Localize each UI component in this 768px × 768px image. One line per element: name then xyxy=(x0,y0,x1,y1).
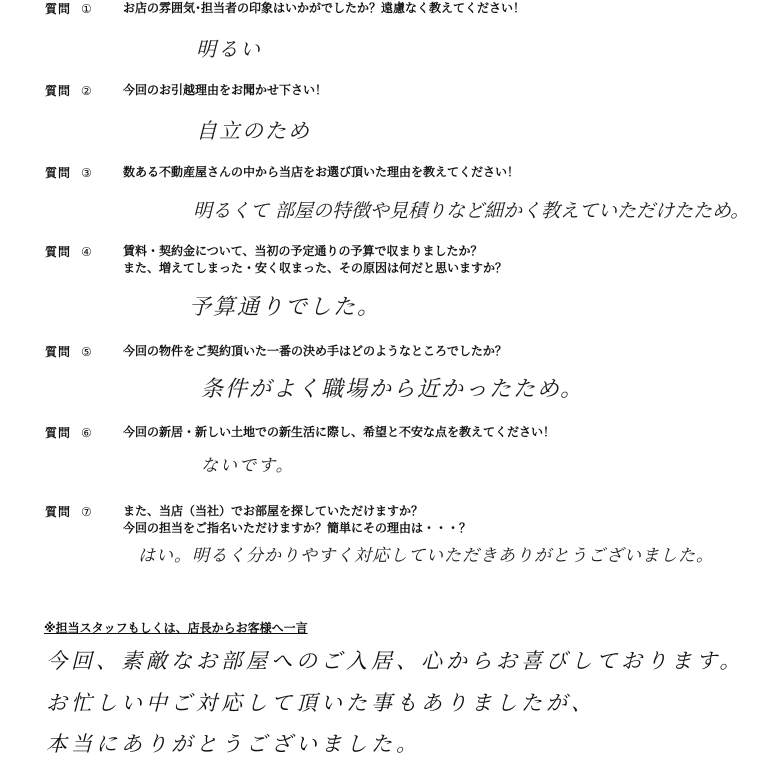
question-label: 質問 ③ xyxy=(45,166,93,180)
question-text: 賃料・契約金について、当初の予定通りの予算で収まりましたか？ また、増えてしまった・安く収まった、その原因は何だと思いますか？ xyxy=(123,244,508,275)
staff-comment-heading: ※担当スタッフもしくは、店長からお客様へ一言 xyxy=(44,621,308,635)
question-text: 今回のお引越理由をお聞かせ下さい！ xyxy=(123,83,328,97)
question-text: また、当店（当社）でお部屋を探していただけますか？ 今回の担当をご指名いただけますか？簡単にその理由は・・・？ xyxy=(123,504,472,535)
question-label: 質問 ④ xyxy=(45,245,93,259)
question-text: お店の雰囲気･担当者の印象はいかがでしたか？遠慮なく教えてください！ xyxy=(123,1,526,15)
answer-5: 条件がよく職場から近かったため。 xyxy=(201,377,585,402)
question-label: 質問 ② xyxy=(45,84,93,98)
answer-1: 明るい xyxy=(196,37,262,61)
question-text: 今回の新居・新しい土地での新生活に際し、希望と不安な点を教えてください！ xyxy=(123,425,556,439)
answer-6: ないです。 xyxy=(201,456,295,476)
question-text: 数ある不動産屋さんの中から当店をお選び頂いた理由を教えてください！ xyxy=(123,165,520,179)
staff-comment-line: 本当にありがとうございました。 xyxy=(46,732,421,756)
staff-comment-line: 今回、素敵なお部屋へのご入居、心からお喜びしております。 xyxy=(46,649,745,673)
question-label: 質問 ⑥ xyxy=(45,426,93,440)
answer-3: 明るくて 部屋の特徴や見積りなど細かく教えていただけたため。 xyxy=(193,200,750,222)
staff-comment-line: お忙しい中ご対応して頂いた事もありましたが、 xyxy=(46,691,596,715)
question-label: 質問 ⑤ xyxy=(45,345,93,359)
question-label: 質問 ① xyxy=(45,2,93,16)
answer-7: はい。明るく分かりやすく対応していただきありがとうございました。 xyxy=(138,546,714,566)
answer-4: 予算通りでした。 xyxy=(189,295,382,320)
answer-2: 自立のため xyxy=(196,119,311,143)
question-label: 質問 ⑦ xyxy=(45,505,93,519)
question-text: 今回の物件をご契約頂いた一番の決め手はどのようなところでしたか？ xyxy=(123,344,507,358)
